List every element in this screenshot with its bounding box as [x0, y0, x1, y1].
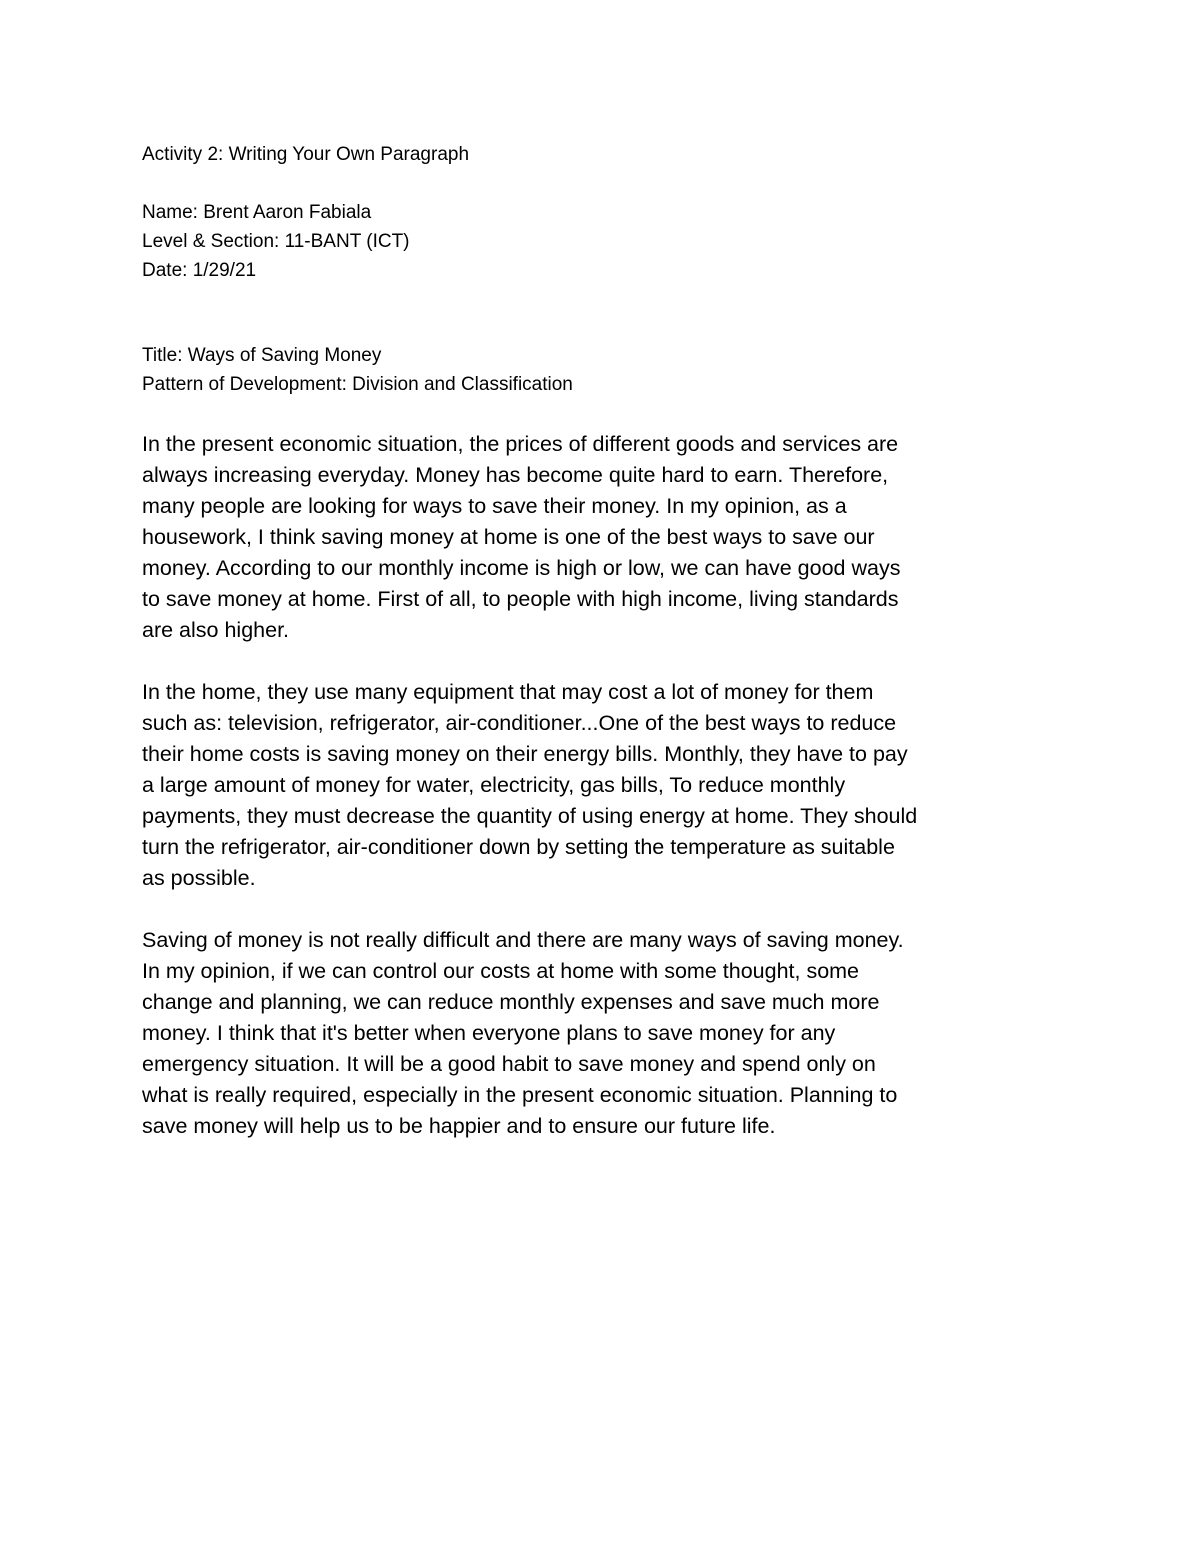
- spacer: [142, 894, 1062, 925]
- paragraph-1: In the present economic situation, the prices of different goods and services are always increasing everyday. Money has become quite hard to earn. Therefore, many people are looking for ways to save their money. In my opinion, as a housework, I think saving money at home is one of the best ways to save our money. According to our monthly income is high or low, we can have good ways to save money at home. First of all, to people with high income, living standards are also higher.: [142, 432, 901, 642]
- spacer: [142, 169, 1062, 198]
- development-pattern: Pattern of Development: Division and Classification: [142, 374, 573, 395]
- level-section: Level & Section: 11-BANT (ICT): [142, 231, 410, 252]
- paragraph-2: In the home, they use many equipment that may cost a lot of money for them such as: television, refrigerator, air-conditioner...One of the best ways to reduce their home costs is saving money on their energy bills. Monthly, they have to pay a large amount of money for water, electricity, gas bills, To reduce monthly payments, they must decrease the quantity of using energy at home. They should turn the refrigerator, air-conditioner down by setting the temperature as suitable as possible.: [142, 680, 918, 890]
- date: Date: 1/29/21: [142, 260, 257, 281]
- student-name: Name: Brent Aaron Fabiala: [142, 202, 372, 223]
- spacer: [142, 646, 1062, 677]
- essay-title: Title: Ways of Saving Money: [142, 345, 382, 366]
- activity-title: Activity 2: Writing Your Own Paragraph: [142, 144, 470, 165]
- document-page: [142, 140, 1062, 1142]
- spacer: [142, 399, 1062, 429]
- paragraph-3: Saving of money is not really difficult and there are many ways of saving money. In my opinion, if we can control our costs at home with some thought, some change and planning, we can reduce monthly expenses and save much more money. I think that it's better when everyone plans to save money for any emergency situation. It will be a good habit to save money and spend only on what is really required, especially in the present economic situation. Planning to save money will help us to be happier and to ensure our future life.: [142, 928, 904, 1138]
- spacer: [142, 285, 1062, 341]
